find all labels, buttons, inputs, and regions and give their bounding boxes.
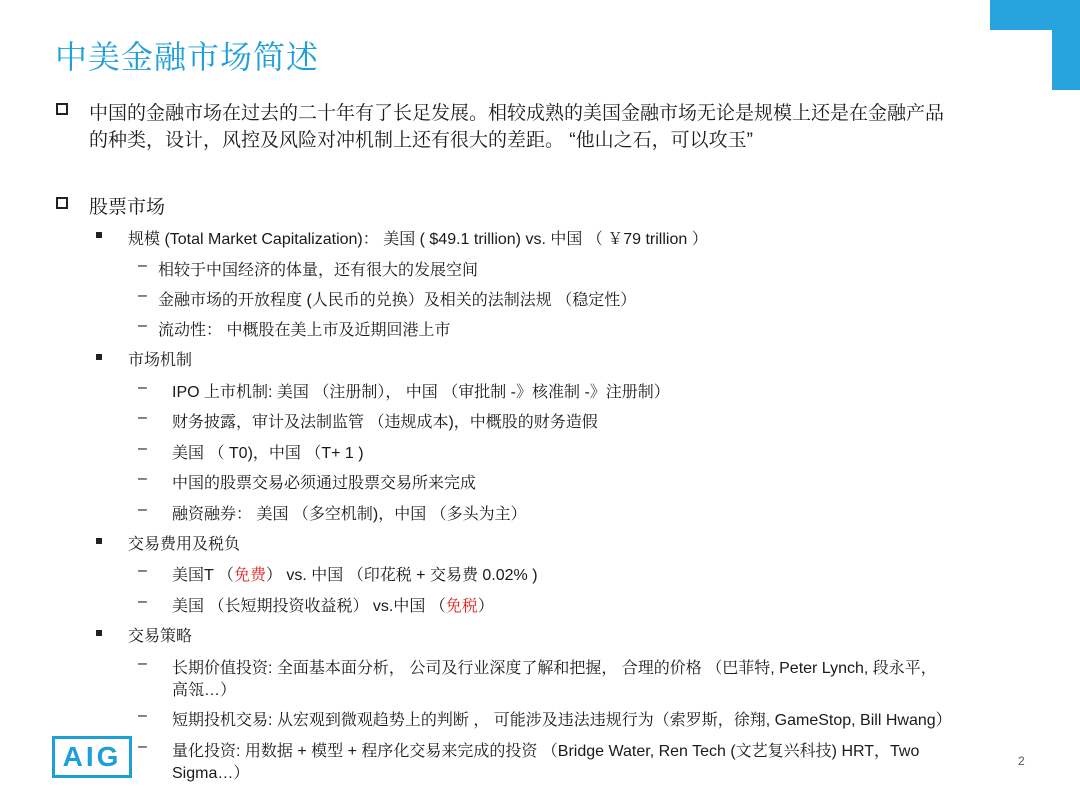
fee-text: ） vs. 中国 （印花税 + 交易费 0.02% )	[265, 567, 538, 584]
dash-bullet-icon: –	[138, 440, 147, 457]
page-number: 2	[1018, 754, 1025, 768]
free-highlight: 免费	[233, 567, 266, 584]
tax-free-highlight: 免税	[445, 598, 478, 615]
list-item: 融资融券： 美国 （多空机制)，中国 （多头为主）	[172, 506, 527, 523]
list-item: 相较于中国经济的体量，还有很大的发展空间	[158, 262, 479, 279]
list-item: 长期价值投资: 全面基本面分析， 公司及行业深度了解和把握， 合理的价格 （巴菲特, Peter Lynch, 段永平，	[172, 660, 937, 677]
list-item-continued: 高瓴…）	[172, 682, 237, 699]
square-bullet-icon	[96, 232, 102, 238]
dash-bullet-icon: –	[138, 562, 147, 579]
page-title: 中美金融市场简述	[55, 39, 320, 75]
dash-bullet-icon: –	[138, 501, 147, 518]
corner-accent-strip	[1052, 30, 1080, 90]
dash-bullet-icon: –	[138, 409, 147, 426]
list-item	[172, 593, 494, 616]
corner-accent-bar	[990, 0, 1080, 30]
scale-label: 规模 (Total Market Capitalization)： 美国 ( $49.1 trillion) vs. 中国 （ ￥79 trillion ）	[128, 231, 708, 248]
list-item: 量化投资: 用数据 + 模型 + 程序化交易来完成的投资 （Bridge Water, Ren Tech (文艺复兴科技) HRT，Two	[172, 743, 920, 760]
fees-label: 交易费用及税负	[128, 536, 241, 553]
dash-bullet-icon: –	[138, 287, 147, 304]
list-item: IPO 上市机制: 美国 （注册制）， 中国 （审批制 -》核准制 -》注册制）	[172, 384, 670, 401]
dash-bullet-icon: –	[138, 738, 147, 755]
square-bullet-icon	[96, 630, 102, 636]
list-item: 美国 （ T0)，中国 （T+ 1 )	[172, 445, 364, 462]
square-bullet-icon	[96, 538, 102, 544]
fee-text: 美国 （长短期投资收益税） vs.中国 （	[172, 598, 446, 615]
fee-text: ）	[477, 598, 494, 615]
aig-logo: AIG	[52, 736, 132, 778]
dash-bullet-icon: –	[138, 257, 147, 274]
dash-bullet-icon: –	[138, 470, 147, 487]
intro-line-1: 中国的金融市场在过去的二十年有了长足发展。相较成熟的美国金融市场无论是规模上还是在金融产品	[89, 103, 945, 124]
square-bullet-icon	[96, 354, 102, 360]
intro-line-2: 的种类，设计，风控及风险对冲机制上还有很大的差距。 “他山之石，可以攻玉”	[89, 130, 753, 151]
checkbox-bullet-icon	[56, 103, 68, 115]
list-item-continued: Sigma…）	[172, 765, 250, 782]
list-item	[172, 562, 538, 585]
fee-text: 美国T （	[172, 567, 234, 584]
mechanism-label: 市场机制	[128, 352, 193, 369]
list-item: 金融市场的开放程度 (人民币的兑换）及相关的法制法规 （稳定性）	[158, 292, 637, 309]
section-heading: 股票市场	[89, 197, 166, 218]
dash-bullet-icon: –	[138, 379, 147, 396]
strategy-label: 交易策略	[128, 628, 193, 645]
list-item: 流动性： 中概股在美上市及近期回港上市	[158, 322, 451, 339]
list-item: 短期投机交易: 从宏观到微观趋势上的判断 ， 可能涉及违法违规行为（索罗斯，徐翔, GameStop, Bill Hwang）	[172, 712, 952, 729]
dash-bullet-icon: –	[138, 317, 147, 334]
list-item: 中国的股票交易必须通过股票交易所来完成	[172, 475, 477, 492]
checkbox-bullet-icon	[56, 197, 68, 209]
dash-bullet-icon: –	[138, 655, 147, 672]
list-item: 财务披露，审计及法制监管 （违规成本)，中概股的财务造假	[172, 414, 598, 431]
dash-bullet-icon: –	[138, 707, 147, 724]
dash-bullet-icon: –	[138, 593, 147, 610]
